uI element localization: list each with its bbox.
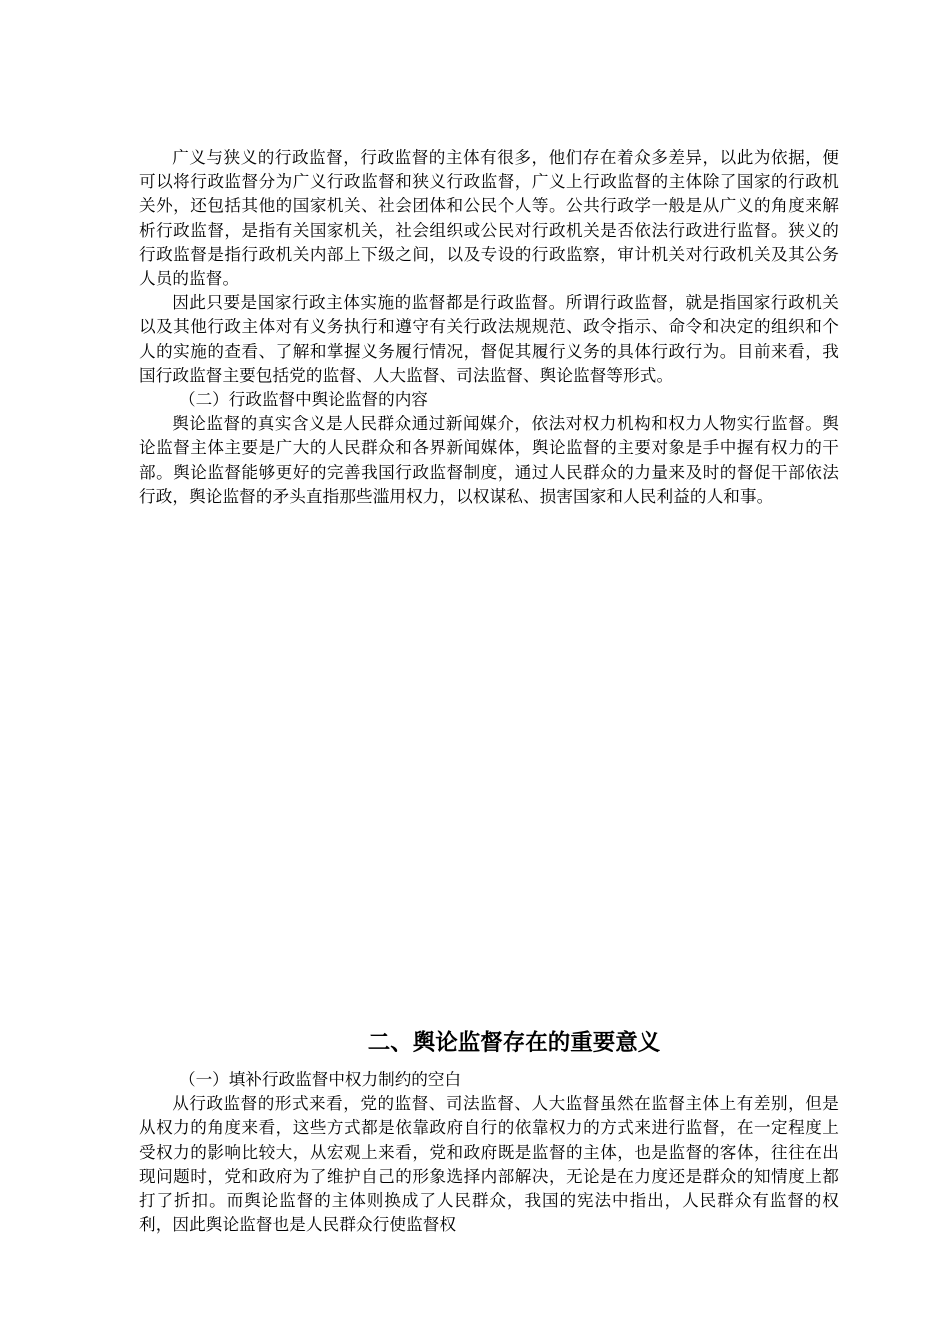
subheading-fill-gap: （一）填补行政监督中权力制约的空白 bbox=[179, 1070, 462, 1089]
section-importance bbox=[139, 1026, 839, 1237]
paragraph-supervision-definition: 因此只要是国家行政主体实施的监督都是行政监督。所谓行政监督，就是指国家行政机关以及其他行政主体对有义务执行和遵守有关行政法规规范、政令指示、命令和决定的组织和个人的实施的查看、了解和掌握义务履行情况，督促其履行义务的具体行政行为。目前来看，我国行政监督主要包括党的监督、人大监督、司法监督、舆论监督等形式。 bbox=[139, 293, 839, 385]
subheading-public-opinion-content: （二）行政监督中舆论监督的内容 bbox=[179, 390, 428, 410]
section-heading-importance: 二、舆论监督存在的重要意义 bbox=[367, 1030, 661, 1056]
paragraph-public-opinion-meaning: 舆论监督的真实含义是人民群众通过新闻媒介，依法对权力机构和权力人物实行监督。舆论监督主体主要是广大的人民群众和各界新闻媒体，舆论监督的主要对象是手中握有权力的干部。舆论监督能够更好的完善我国行政监督制度，通过人民群众的力量来及时的督促干部依法行政，舆论监督的矛头直指那些滥用权力，以权谋私、损害国家和人民利益的人和事。 bbox=[139, 414, 839, 506]
section-administrative-supervision bbox=[139, 146, 839, 509]
paragraph-supervision-forms: 从行政监督的形式来看，党的监督、司法监督、人大监督虽然在监督主体上有差别，但是从权力的角度来看，这些方式都是依靠政府自行的依靠权力的方式来进行监督，在一定程度上受权力的影响比较大，从宏观上来看，党和政府既是监督的主体，也是监督的客体，往往在出现问题时，党和政府为了维护自己的形象选择内部解决，无论是在力度还是群众的知情度上都打了折扣。而舆论监督的主体则换成了人民群众，我国的宪法中指出，人民群众有监督的权利，因此舆论监督也是人民群众行使监督权 bbox=[139, 1094, 839, 1235]
paragraph-broad-narrow-supervision: 广义与狭义的行政监督，行政监督的主体有很多，他们存在着众多差异，以此为依据，便可以将行政监督分为广义行政监督和狭义行政监督，广义上行政监督的主体除了国家的行政机关外，还包括其他的国家机关、社会团体和公民个人等。公共行政学一般是从广义的角度来解析行政监督，是指有关国家机关，社会组织或公民对行政机关是否依法行政进行监督。狭义的行政监督是指行政机关内部上下级之间，以及专设的行政监察，审计机关对行政机关及其公务人员的监督。 bbox=[139, 148, 839, 289]
